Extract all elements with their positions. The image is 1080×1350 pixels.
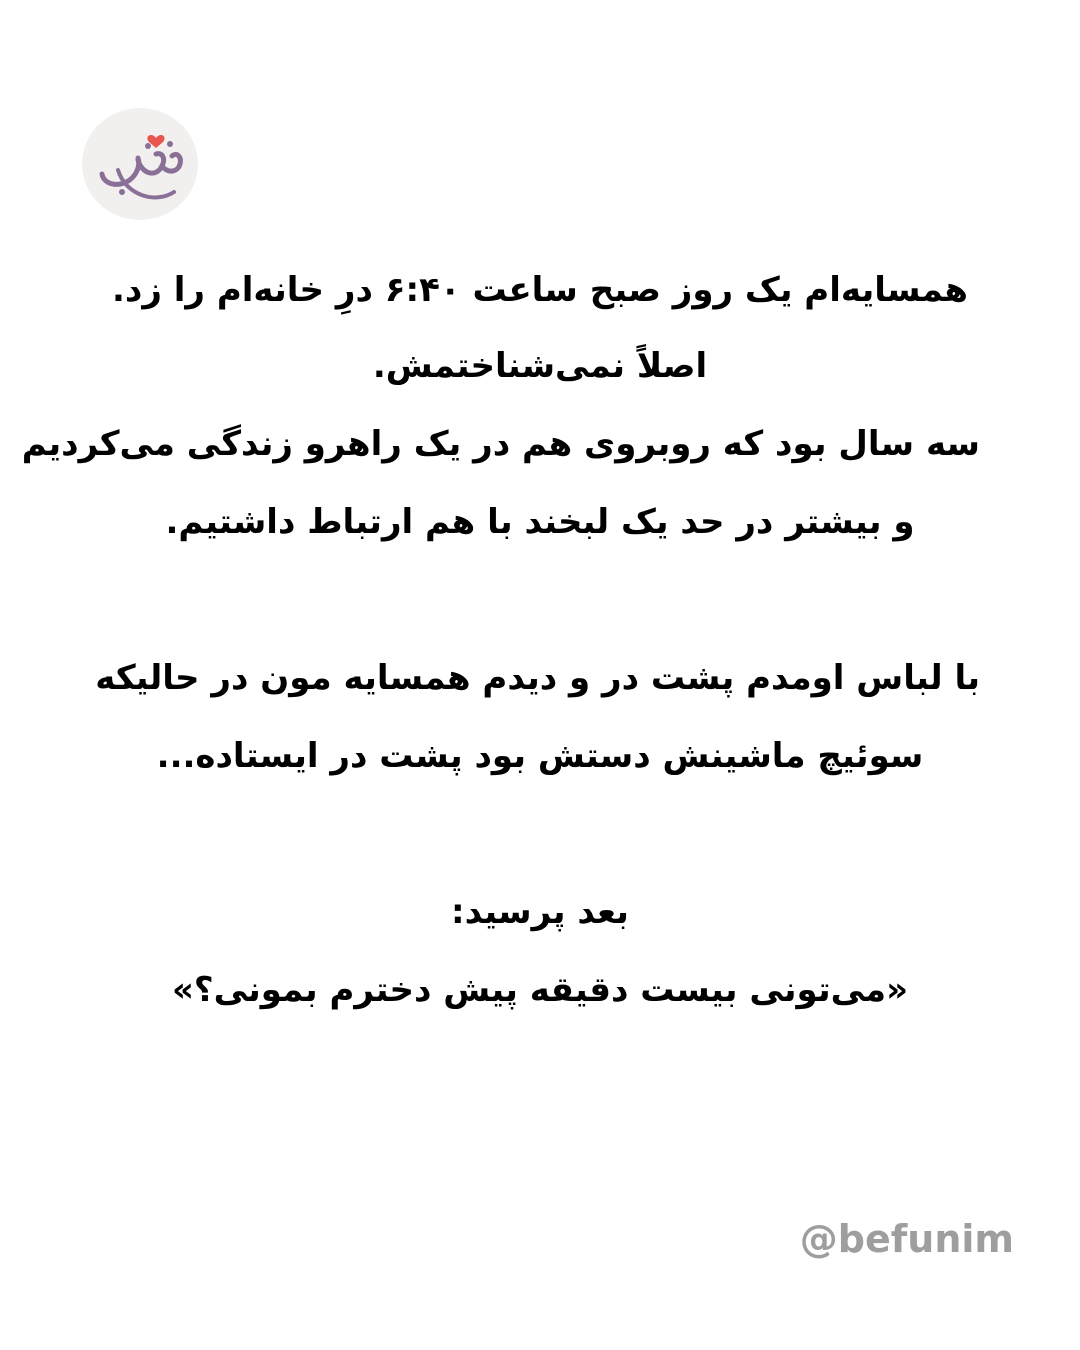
account-handle: @befunim (799, 1217, 1014, 1261)
logo-mark (82, 108, 198, 220)
story-line: اصلاً نمی‌شناختمش. (372, 346, 708, 386)
brand-logo (82, 108, 198, 220)
story-line: «می‌تونی بیست دقیقه پیش دخترم بمونی؟» (171, 970, 909, 1010)
story-line: و بیشتر در حد یک لبخند با هم ارتباط داشتیم. (165, 502, 915, 542)
story-line: بعد پرسید: (451, 892, 629, 932)
story-line: سه سال بود که روبروی هم در یک راهرو زندگی می‌کردیم (21, 424, 980, 464)
story-text (21, 270, 980, 1010)
story-line: سوئیچ ماشینش دستش بود پشت در ایستاده... (156, 736, 924, 776)
story-line: همسایه‌ام یک روز صبح ساعت ۶:۴۰ درِ خانه‌ام را زد. (111, 270, 969, 310)
story-line: با لباس اومدم پشت در و دیدم همسایه مون در حالیکه (95, 658, 980, 698)
